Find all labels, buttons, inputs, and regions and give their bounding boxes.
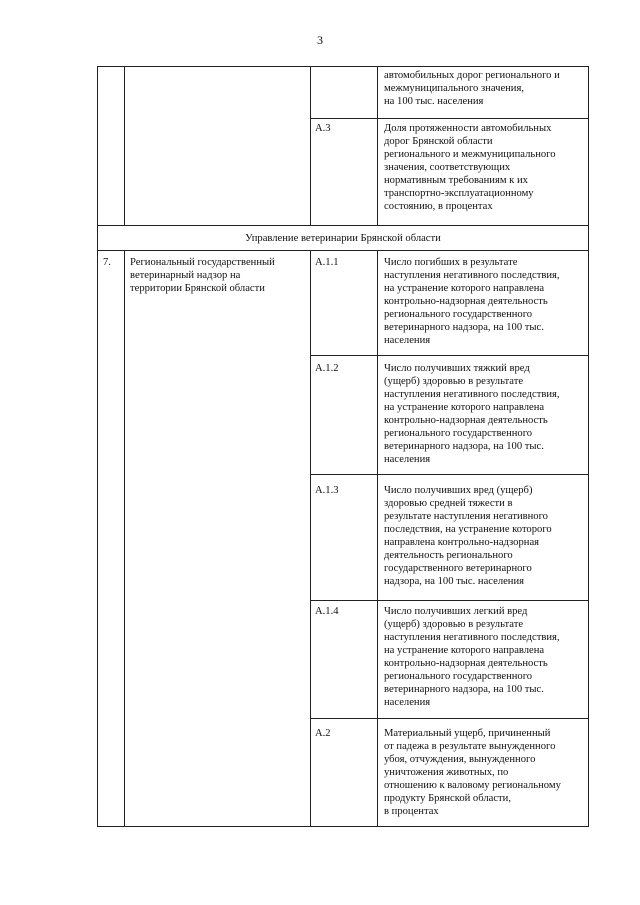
text-line: контрольно-надзорная деятельность [384,296,548,307]
indicator-code: А.1.3 [315,485,339,496]
indicator-code: А.1.2 [315,363,339,374]
indicator-description [384,727,584,818]
text-line: территории Брянской области [130,283,265,294]
indicator-code: А.1.4 [315,606,339,617]
text-line: наступления негативного последствия, [384,270,560,281]
text-line: Число погибших в результате [384,257,518,268]
text-line: значения, соответствующих [384,162,511,173]
indicator-description [384,362,584,466]
page-number: 3 [317,33,323,47]
text-line: государственного ветеринарного [384,563,532,574]
text-line: направлена контрольно-надзорная [384,537,540,548]
text-line: населения [384,697,431,708]
indicator-code: А.3 [315,123,331,134]
text-line: ветеринарного надзора, на 100 тыс. [384,322,544,333]
indicator-description [384,484,584,588]
text-line: Число получивших легкий вред [384,606,528,617]
text-line: Число получивших вред (ущерб) [384,485,533,496]
text-line: последствия, на устранение которого [384,524,552,535]
text-line: продукту Брянской области, [384,793,511,804]
indicator-code: А.1.1 [315,257,339,268]
control-type-name [130,256,308,295]
text-line: состоянию, в процентах [384,201,493,212]
text-line: населения [384,335,431,346]
text-line: Региональный государственный [130,257,275,268]
text-line: регионального государственного [384,428,533,439]
text-line: в процентах [384,806,439,817]
text-line: отношению к валовому региональному [384,780,561,791]
text-line: автомобильных дорог регионального и [384,70,560,81]
text-line: уничтожения животных, по [384,767,509,778]
text-line: на устранение которого направлена [384,645,545,656]
text-line: от падежа в результате вынужденного [384,741,556,752]
text-line: регионального государственного [384,671,533,682]
text-line: ветеринарного надзора, на 100 тыс. [384,441,544,452]
text-line: (ущерб) здоровью в результате [384,376,524,387]
indicator-description [384,256,584,347]
text-line: Число получивших тяжкий вред [384,363,530,374]
text-line: наступления негативного последствия, [384,632,560,643]
text-line: здоровью средней тяжести в [384,498,513,509]
text-line: контрольно-надзорная деятельность [384,415,548,426]
section-title: Управление ветеринарии Брянской области [245,233,441,244]
text-line: нормативным требованиям к их [384,175,528,186]
text-line: на устранение которого направлена [384,283,545,294]
indicator-code: А.2 [315,728,331,739]
indicator-description [384,122,584,213]
text-line: контрольно-надзорная деятельность [384,658,548,669]
row-number: 7. [103,257,111,268]
text-line: Материальный ущерб, причиненный [384,728,551,739]
text-line: на 100 тыс. населения [384,96,484,107]
text-line: наступления негативного последствия, [384,389,560,400]
text-line: межмуниципального значения, [384,83,524,94]
indicator-description [384,69,584,108]
text-line: результате наступления негативного [384,511,548,522]
text-line: (ущерб) здоровью в результате [384,619,524,630]
text-line: регионального государственного [384,309,533,320]
text-line: регионального и межмуниципального [384,149,556,160]
text-line: надзора, на 100 тыс. населения [384,576,525,587]
text-line: дорог Брянской области [384,136,493,147]
text-line: населения [384,454,431,465]
text-line: ветеринарного надзора, на 100 тыс. [384,684,544,695]
text-line: транспортно-эксплуатационному [384,188,534,199]
text-line: деятельность регионального [384,550,513,561]
indicator-description [384,605,584,709]
text-line: на устранение которого направлена [384,402,545,413]
text-line: ветеринарный надзор на [130,270,241,281]
text-line: Доля протяженности автомобильных [384,123,552,134]
text-line: убоя, отчуждения, вынужденного [384,754,536,765]
